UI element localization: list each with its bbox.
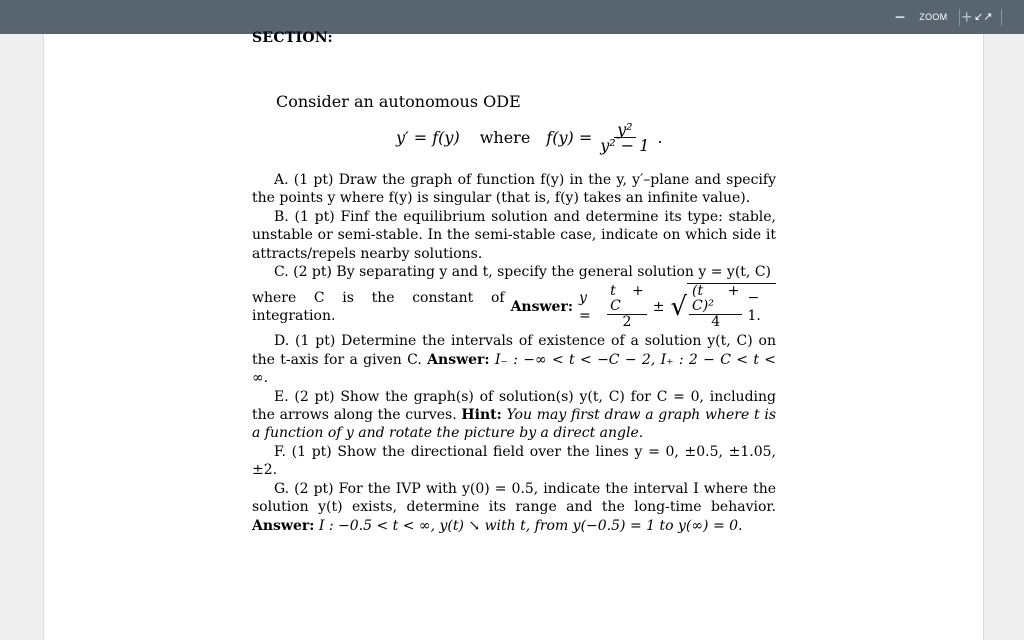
problem-items <box>252 171 776 535</box>
equation-denominator: y² − 1 <box>600 136 650 155</box>
item-c-pm: ± <box>652 298 665 315</box>
item-c-sqrt-den: 4 <box>711 314 721 331</box>
zoom-in-button[interactable]: + <box>961 7 972 27</box>
equation-fraction <box>600 122 649 153</box>
item-c-sqrt-body <box>687 283 776 330</box>
section-heading: SECTION: <box>252 30 333 46</box>
sqrt-icon: √ <box>670 291 688 322</box>
item-c-text: C. (2 pt) By separating y and t, specify the general solution y = y(t, C) <box>274 264 771 281</box>
item-d-text: D. (1 pt) Determine the intervals of existence of a solution y(t, C) on the t-axis for a given C. <box>252 333 776 368</box>
item-f: F. (1 pt) Show the directional field over the lines y = 0, ±0.5, ±1.05, ±2. <box>252 443 776 479</box>
item-b: B. (1 pt) Finf the equilibrium solution and determine its type: stable, unstable or semi-stable. In the semi-stable case, indicate on which side it attracts/repels nearby solutions. <box>252 208 776 262</box>
zoom-out-button[interactable]: − <box>894 7 906 27</box>
item-g-text: G. (2 pt) For the IVP with y(0) = 0.5, indicate the interval I where the solution y(t) exists, determine its range and the long-time behavior. <box>252 480 776 516</box>
item-e-hint: You may first draw a graph where t is a function of y and rotate the picture by a direct angle. <box>252 407 776 442</box>
equation-lhs: y′ = f(y) <box>396 128 460 147</box>
item-c-where: where C is the constant of integration. <box>252 289 505 324</box>
item-c-sqrt-num: (t + C)² <box>689 284 742 315</box>
zoom-controls <box>895 0 972 34</box>
item-c-fraction <box>607 284 647 330</box>
item-c-minus-one: − 1. <box>747 290 761 325</box>
item-d-answer: I₋ : −∞ < t < −C − 2, I₊ : 2 − C < t < ∞. <box>252 351 777 387</box>
item-g <box>252 480 776 535</box>
viewer-toolbar <box>0 0 1024 34</box>
equation-numerator: y² <box>614 122 635 138</box>
toolbar-divider <box>1001 9 1002 26</box>
collapse-icon[interactable]: ↙↗ <box>974 10 993 23</box>
item-c-frac-den: 2 <box>622 313 632 330</box>
intro-text: Consider an autonomous ODE <box>276 92 521 111</box>
item-e-hint-label: Hint: <box>461 407 502 424</box>
item-c-frac-num: t + C <box>607 284 647 315</box>
item-g-answer: I : −0.5 < t < ∞, y(t) ↘ with t, from y(−0.5) = 1 to y(∞) = 0. <box>318 517 743 534</box>
item-e-text: E. (2 pt) Show the graph(s) of solution(s) y(t, C) for C = 0, including the arrows along the curves. <box>252 388 776 424</box>
item-d <box>252 332 776 387</box>
item-e <box>252 388 776 443</box>
item-g-answer-label: Answer: <box>252 517 315 534</box>
equation-f-label: f(y) = <box>546 128 593 147</box>
equation-period: . <box>657 128 663 147</box>
item-d-answer-label: Answer: <box>427 351 490 368</box>
toolbar-divider <box>959 9 960 26</box>
zoom-label: ZOOM <box>919 12 948 22</box>
document-page <box>43 30 984 640</box>
ode-equation <box>396 122 663 153</box>
item-c-answer-y: y = <box>579 289 591 324</box>
item-c-sqrt <box>670 283 776 330</box>
item-c-sqrt-fraction <box>689 284 742 330</box>
item-a: A. (1 pt) Draw the graph of function f(y) in the y, y′–plane and specify the points y where f(y) is singular (that is, f(y) takes an infinite value). <box>252 172 776 207</box>
item-c-answer-label: Answer: <box>510 298 573 315</box>
equation-where: where <box>479 128 531 147</box>
item-c-answer <box>252 283 776 330</box>
